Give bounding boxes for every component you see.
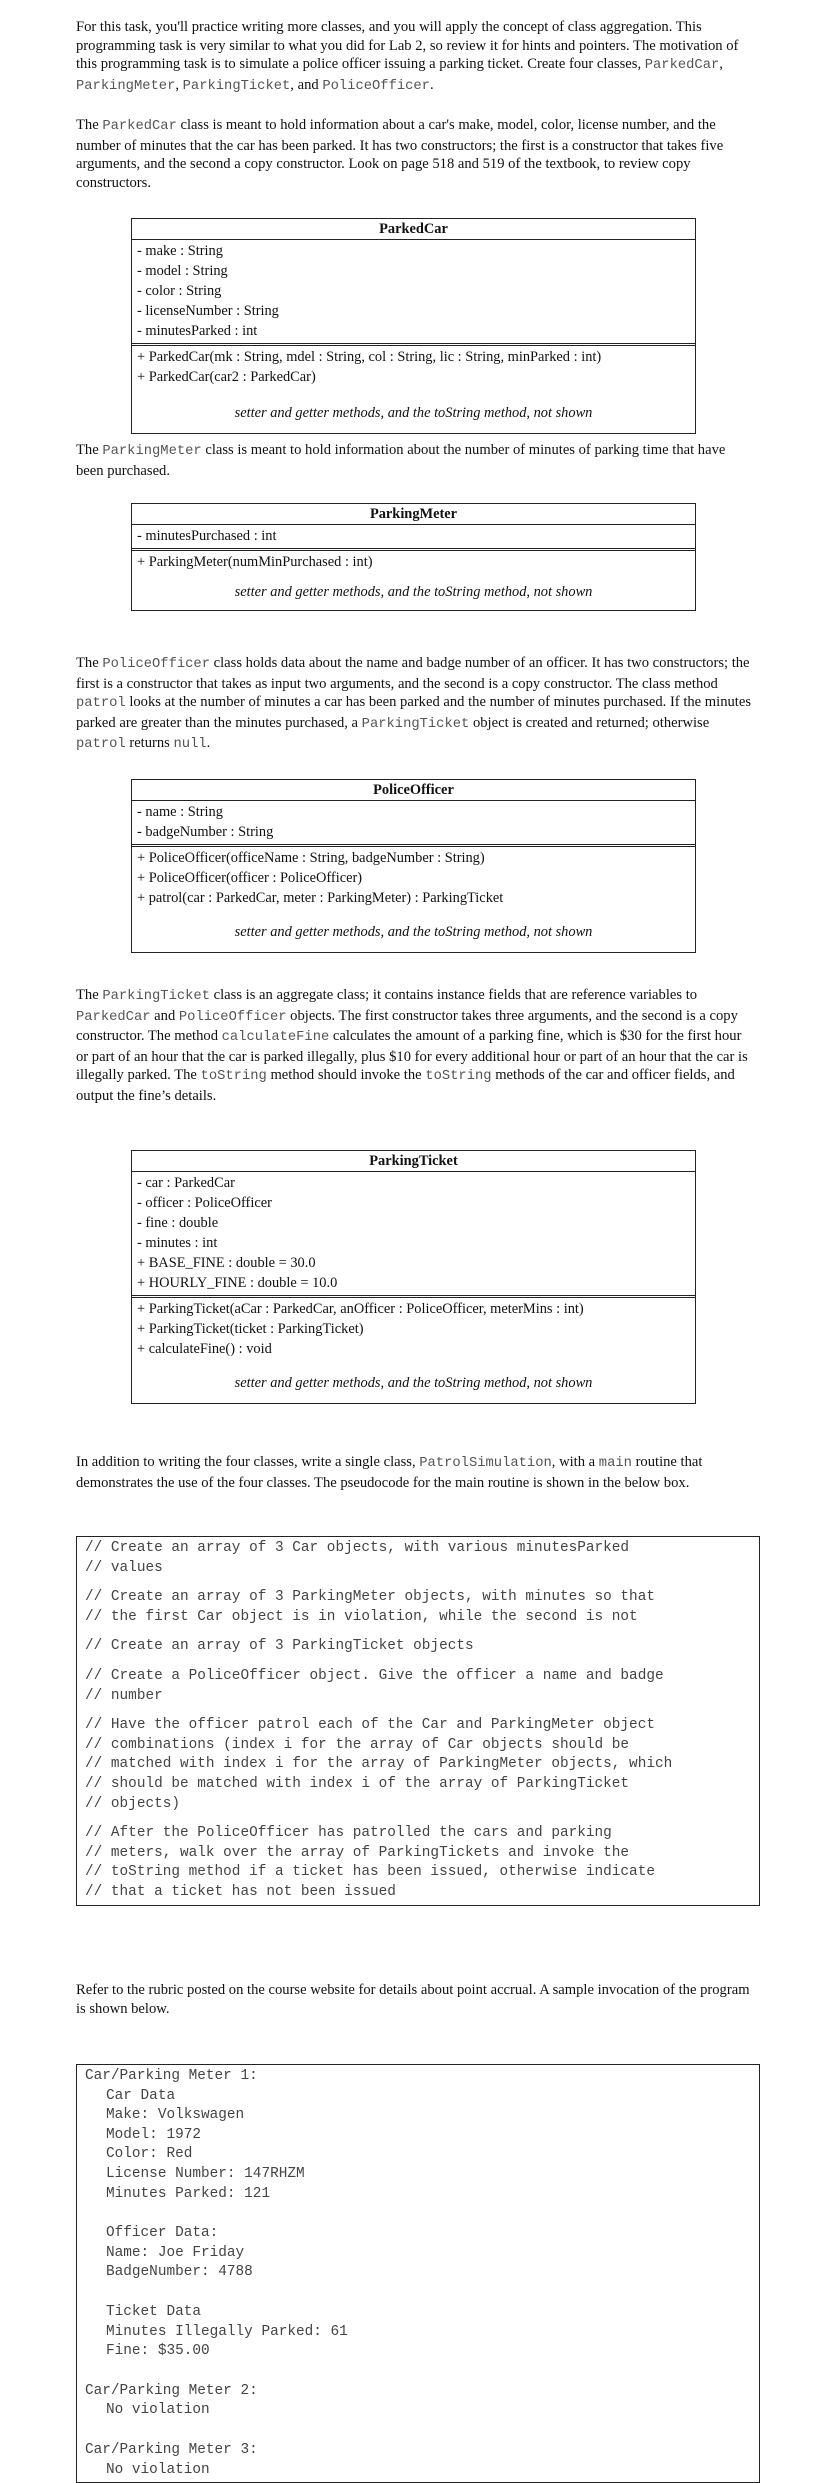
pseudocode-line: // Create an array of 3 ParkingMeter objects, with minutes so that: [85, 1589, 655, 1606]
uml-field: - model : String: [137, 263, 228, 279]
tostring-method-ref-2: toString: [425, 1069, 492, 1085]
pseudocode-box: [76, 1536, 760, 1906]
uml-note: setter and getter methods, and the toString method, not shown: [234, 405, 593, 421]
class-name-policeofficer: PoliceOfficer: [322, 78, 430, 94]
parkingticket-para-text-2: objects. The first constructor takes three arguments, and the second is a copy constructor. The method: [76, 1007, 738, 1045]
output-line: Model: 1972: [106, 2126, 201, 2143]
uml-field: - car : ParkedCar: [137, 1175, 235, 1191]
parkingticket-uml-diagram: [131, 1150, 696, 1404]
pseudocode-line: // Create a PoliceOfficer object. Give the officer a name and badge: [85, 1667, 664, 1684]
output-line: No violation: [106, 2461, 210, 2478]
uml-fields: [132, 240, 695, 346]
uml-note: setter and getter methods, and the toString method, not shown: [234, 1375, 593, 1391]
output-line: BadgeNumber: 4788: [106, 2264, 253, 2281]
pseudocode-line: // objects): [85, 1795, 180, 1812]
parkingticket-para-and: and: [150, 1007, 179, 1024]
uml-field: - fine : double: [137, 1215, 219, 1231]
parkingticket-para-text-3: calculates the amount of a parking fine, which is $30 for the first hour or part of an hour that the car is parked illegally, plus $10 for every additional hour or part of an hour that the car is illegally parked. The: [76, 1028, 748, 1084]
parkedcar-paragraph: [76, 116, 754, 192]
uml-field: - minutesParked : int: [137, 323, 258, 339]
uml-method: + ParkingTicket(aCar : ParkedCar, anOfficer : PoliceOfficer, meterMins : int): [137, 1301, 584, 1317]
output-meter-heading: Car/Parking Meter 1:: [85, 2068, 258, 2084]
uml-field: + BASE_FINE : double = 30.0: [137, 1255, 316, 1271]
policeofficer-uml-diagram: [131, 779, 696, 953]
tostring-method-ref: toString: [200, 1069, 267, 1085]
policeofficer-paragraph: [76, 654, 754, 755]
uml-field: - name : String: [137, 804, 223, 820]
output-line: Officer Data:: [106, 2225, 219, 2242]
output-meter-heading: Car/Parking Meter 2:: [85, 2382, 258, 2399]
pseudocode-line: // Have the officer patrol each of the Car and ParkingMeter object: [85, 1717, 655, 1734]
parkingticket-para-pre: The: [76, 987, 103, 1003]
intro-text: For this task, you'll practice writing more classes, and you will apply the concept of class aggregation. This programming task is very similar to what you did for Lab 2, so review it for hints and pointers. The motivation of this programming task is to simulate a police officer issuing a parking ticket. Create four classes,: [76, 19, 739, 73]
uml-method: + patrol(car : ParkedCar, meter : ParkingMeter) : ParkingTicket: [137, 890, 504, 906]
uml-title: ParkingMeter: [132, 504, 695, 525]
pseudocode-line: // toString method if a ticket has been issued, otherwise indicate: [85, 1864, 655, 1881]
parkedcar-uml-diagram: [131, 218, 696, 434]
pseudocode-line: // number: [85, 1687, 163, 1704]
uml-title: ParkingTicket: [132, 1151, 695, 1172]
rubric-paragraph: Refer to the rubric posted on the course website for details about point accrual. A sample invocation of the program is shown below.: [76, 1982, 750, 2017]
parkingmeter-class-ref: ParkingMeter: [102, 444, 202, 459]
pseudocode-line: // Create an array of 3 ParkingTicket objects: [85, 1638, 474, 1655]
pseudocode-line: // that a ticket has not been issued: [85, 1883, 396, 1900]
uml-title: PoliceOfficer: [132, 780, 695, 801]
uml-fields: [132, 525, 695, 551]
uml-method: + PoliceOfficer(officeName : String, badgeNumber : String): [137, 850, 485, 866]
uml-note: setter and getter methods, and the toString method, not shown: [234, 584, 593, 600]
uml-method: + ParkingTicket(ticket : ParkingTicket): [137, 1321, 364, 1337]
policeofficer-para-text-2: looks at the number of minutes a car has been parked and the number of minutes purchased. If the minutes parked are greater than the minutes purchased, a: [76, 694, 752, 731]
intro-end: .: [429, 76, 434, 93]
policeofficer-class-ref: PoliceOfficer: [102, 657, 210, 672]
patrol-method-ref-2: patrol: [76, 737, 126, 753]
intro-and: , and: [290, 76, 323, 93]
output-line: Color: Red: [106, 2146, 193, 2163]
output-line: Car Data: [106, 2087, 176, 2104]
uml-field: + HOURLY_FINE : double = 10.0: [137, 1275, 338, 1291]
uml-title: ParkedCar: [132, 219, 695, 240]
output-line: Minutes Parked: 121: [106, 2185, 271, 2202]
output-line: Make: Volkswagen: [106, 2107, 245, 2124]
policeofficer-para-text-1: class holds data about the name and badge number of an officer. It has two constructors; the first is a constructor that takes as input two arguments, and the second is a copy constructor. The class method: [76, 655, 750, 692]
uml-fields: [132, 801, 695, 847]
uml-field: - licenseNumber : String: [137, 303, 279, 319]
uml-methods: [132, 346, 695, 433]
pseudocode-line: // matched with index i for the array of ParkingMeter objects, which: [85, 1756, 673, 1773]
calculatefine-method-ref: calculateFine: [221, 1030, 330, 1046]
patrol-method-ref: patrol: [76, 696, 126, 712]
pseudocode-line: // After the PoliceOfficer has patrolled the cars and parking: [85, 1825, 612, 1842]
parkedcar-para-text: class is meant to hold information about a car's make, model, color, license number, and the number of minutes that the car has been parked. It has two constructors; the first is a constructor that takes five arguments, and the second a copy constructor. Look on page 518 and 519 of the textbook, to review copy constructors.: [76, 117, 724, 191]
parkingticket-para-text-1: class is an aggregate class; it contains instance fields that are reference variables to: [209, 987, 698, 1003]
pseudocode-line: // values: [85, 1559, 163, 1576]
policeofficer-para-pre: The: [76, 655, 103, 671]
simulation-paragraph: [76, 1453, 754, 1492]
uml-field: - officer : PoliceOfficer: [137, 1195, 272, 1211]
policeofficer-para-text-3: object is created and returned; otherwise: [469, 714, 710, 731]
pseudocode-line: // Create an array of 3 Car objects, with various minutesParked: [85, 1540, 630, 1556]
pseudocode-line: // the first Car object is in violation, while the second is not: [85, 1608, 638, 1625]
patrolsimulation-class-ref: PatrolSimulation: [419, 1456, 552, 1471]
uml-field: - minutesPurchased : int: [137, 528, 277, 544]
uml-methods: [132, 551, 695, 610]
output-meter-heading: Car/Parking Meter 3:: [85, 2441, 258, 2458]
uml-fields: [132, 1172, 695, 1298]
uml-field: - make : String: [137, 243, 223, 259]
pseudocode-line: // combinations (index i for the array of Car objects should be: [85, 1736, 630, 1753]
parkedcar-para-pre: The: [76, 117, 103, 133]
output-line: Fine: $35.00: [106, 2343, 210, 2360]
uml-methods: [132, 847, 695, 952]
policeofficer-para-end: .: [206, 735, 211, 752]
parkingmeter-paragraph: [76, 441, 754, 480]
parkedcar-class-ref-2: ParkedCar: [76, 1009, 151, 1025]
uml-methods: [132, 1298, 695, 1403]
uml-field: - badgeNumber : String: [137, 824, 274, 840]
class-name-parkedcar: ParkedCar: [644, 58, 720, 74]
policeofficer-para-text-4: returns: [125, 735, 174, 752]
parkingmeter-uml-diagram: [131, 503, 696, 611]
parkingticket-class-ref: ParkingTicket: [102, 989, 210, 1004]
main-method-ref: main: [598, 1456, 632, 1471]
parkedcar-class-ref: ParkedCar: [102, 119, 177, 134]
parkingmeter-para-pre: The: [76, 442, 103, 458]
simulation-para-text: routine that demonstrates the use of the four classes. The pseudocode for the main routine is shown in the below box.: [76, 1454, 703, 1491]
output-line: Ticket Data: [106, 2303, 201, 2320]
uml-method: + ParkingMeter(numMinPurchased : int): [137, 554, 373, 570]
simulation-para-mid: , with a: [551, 1454, 599, 1470]
pseudocode-line: // meters, walk over the array of ParkingTickets and invoke the: [85, 1844, 630, 1861]
output-line: License Number: 147RHZM: [106, 2165, 305, 2182]
null-keyword: null: [173, 737, 207, 753]
class-name-parkingmeter: ParkingMeter: [76, 78, 176, 94]
class-name-parkingticket: ParkingTicket: [182, 78, 291, 94]
uml-method: + ParkedCar(car2 : ParkedCar): [137, 369, 316, 385]
parkingmeter-para-text: class is meant to hold information about the number of minutes of parking time that have been purchased.: [76, 442, 726, 479]
sample-output-box: [76, 2064, 760, 2483]
pseudocode-line: // should be matched with index i of the array of ParkingTicket: [85, 1775, 630, 1792]
output-line: Minutes Illegally Parked: 61: [106, 2323, 348, 2340]
parkingticket-paragraph: [76, 986, 754, 1106]
uml-field: - color : String: [137, 283, 222, 299]
uml-method: + calculateFine() : void: [137, 1341, 272, 1357]
output-line: Name: Joe Friday: [106, 2244, 245, 2261]
intro-paragraph: For this task, you'll practice writing more classes, and you will apply the concept of class aggregation. This programming task is very similar to what you did for Lab 2, so review it for hints and pointers. The motivation of this programming task is to simulate a police officer issuing a parking ticket. Create four classes, ParkedCar, ParkingMeter, ParkingTicket, and PoliceOfficer.: [76, 19, 739, 94]
simulation-para-pre: In addition to writing the four classes, write a single class,: [76, 1454, 420, 1470]
uml-field: - minutes : int: [137, 1235, 218, 1251]
uml-note: setter and getter methods, and the toString method, not shown: [234, 924, 593, 940]
uml-method: + PoliceOfficer(officer : PoliceOfficer): [137, 870, 363, 886]
uml-method: + ParkedCar(mk : String, mdel : String, col : String, lic : String, minParked : int): [137, 349, 602, 365]
parkingticket-class-ref: ParkingTicket: [361, 716, 470, 732]
output-line: No violation: [106, 2402, 210, 2419]
policeofficer-class-ref-2: PoliceOfficer: [178, 1009, 287, 1025]
parkingticket-para-text-4: method should invoke the: [266, 1067, 426, 1084]
parkingticket-para-end: methods of the car and officer fields, and output the fine’s details.: [76, 1067, 735, 1104]
